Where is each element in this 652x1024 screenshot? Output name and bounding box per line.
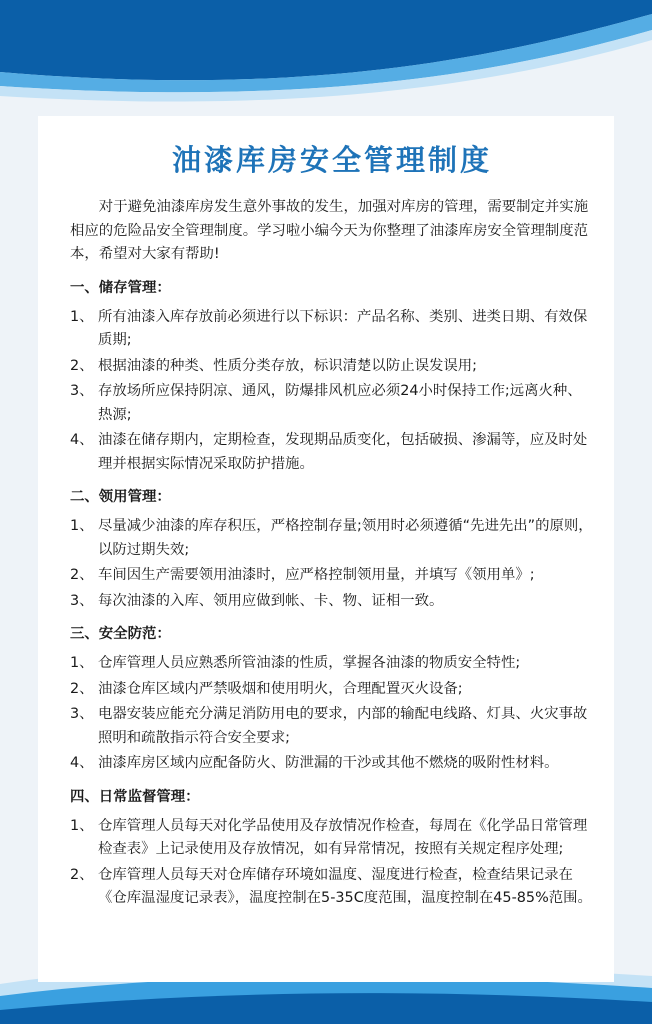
list-item — [70, 429, 594, 476]
list-item — [70, 355, 594, 379]
document-panel — [38, 116, 614, 982]
item-number: 4、 — [70, 432, 94, 448]
item-number: 1、 — [70, 308, 94, 325]
item-number: 1、 — [70, 518, 94, 534]
item-text: 电器安装应能充分满足消防用电的要求，内部的输配电线路、灯具、火灾事故照明和疏散指示符合安全要求; — [98, 706, 588, 746]
section-storage — [70, 277, 594, 477]
list-item — [70, 306, 594, 353]
item-number: 4、 — [70, 755, 94, 771]
item-text: 仓库管理人员应熟悉所管油漆的性质，掌握各油漆的物质安全特性; — [98, 655, 521, 671]
list-item — [70, 703, 594, 750]
top-wave-decoration — [0, 0, 652, 120]
item-number: 3、 — [70, 592, 94, 609]
list-item — [70, 652, 594, 676]
section-supervision — [70, 786, 594, 911]
list-item — [70, 590, 594, 614]
list-item — [70, 752, 594, 776]
item-number: 2、 — [70, 357, 94, 374]
item-number: 2、 — [70, 866, 94, 883]
list-item — [70, 864, 594, 911]
item-text: 尽量减少油漆的库存积压，严格控制存量;领用时必须遵循“先进先出”的原则，以防过期失效; — [98, 518, 593, 558]
list-item — [70, 515, 594, 562]
item-number: 3、 — [70, 383, 94, 399]
item-text: 存放场所应保持阴凉、通风，防爆排风机应必须24小时保持工作;远离火种、热源; — [98, 383, 582, 423]
section-heading: 三、安全防范： — [70, 626, 171, 642]
section-heading: 四、日常监督管理： — [70, 788, 200, 805]
item-text: 根据油漆的种类、性质分类存放，标识清楚以防止误发误用; — [98, 357, 478, 374]
item-text: 油漆在储存期内，定期检查，发现期品质变化，包括破损、渗漏等，应及时处理并根据实际情况采取防护措施。 — [98, 432, 588, 472]
list-item — [70, 564, 594, 588]
item-text: 仓库管理人员每天对化学品使用及存放情况作检查，每周在《化学品日常管理检查表》上记录使用及存放情况，如有异常情况，按照有关规定程序处理; — [98, 817, 588, 857]
item-text: 每次油漆的入库、领用应做到帐、卡、物、证相一致。 — [98, 592, 444, 609]
item-text: 油漆仓库区域内严禁吸烟和使用明火，合理配置灭火设备; — [98, 680, 463, 697]
page-title: 油漆库房安全管理制度 — [171, 143, 492, 177]
section-requisition — [70, 486, 594, 613]
item-number: 2、 — [70, 567, 94, 583]
item-text: 油漆库房区域内应配备防火、防泄漏的干沙或其他不燃烧的吸附性材料。 — [98, 755, 559, 771]
intro-paragraph: 对于避免油漆库房发生意外事故的发生，加强对库房的管理，需要制定并实施相应的危险品安全管理制度。学习啦小编今天为你整理了油漆库房安全管理制度范本，希望对大家有帮助! — [70, 199, 589, 262]
section-heading: 一、储存管理： — [70, 279, 171, 296]
list-item — [70, 815, 594, 862]
section-safety — [70, 623, 594, 776]
item-text: 所有油漆入库存放前必须进行以下标识：产品名称、类别、进类日期、有效保质期; — [98, 308, 588, 348]
item-number: 1、 — [70, 817, 94, 834]
item-number: 2、 — [70, 680, 94, 697]
section-heading: 二、领用管理： — [70, 489, 171, 505]
item-text: 车间因生产需要领用油漆时，应严格控制领用量，并填写《领用单》; — [98, 567, 535, 583]
list-item — [70, 380, 594, 427]
item-number: 3、 — [70, 706, 94, 722]
item-text: 仓库管理人员每天对仓库储存环境如温度、湿度进行检查，检查结果记录在《仓库温湿度记录表》，温度控制在5-35C度范围，温度控制在45-85%范围。 — [98, 866, 592, 906]
item-number: 1、 — [70, 655, 94, 671]
list-item — [70, 678, 594, 702]
